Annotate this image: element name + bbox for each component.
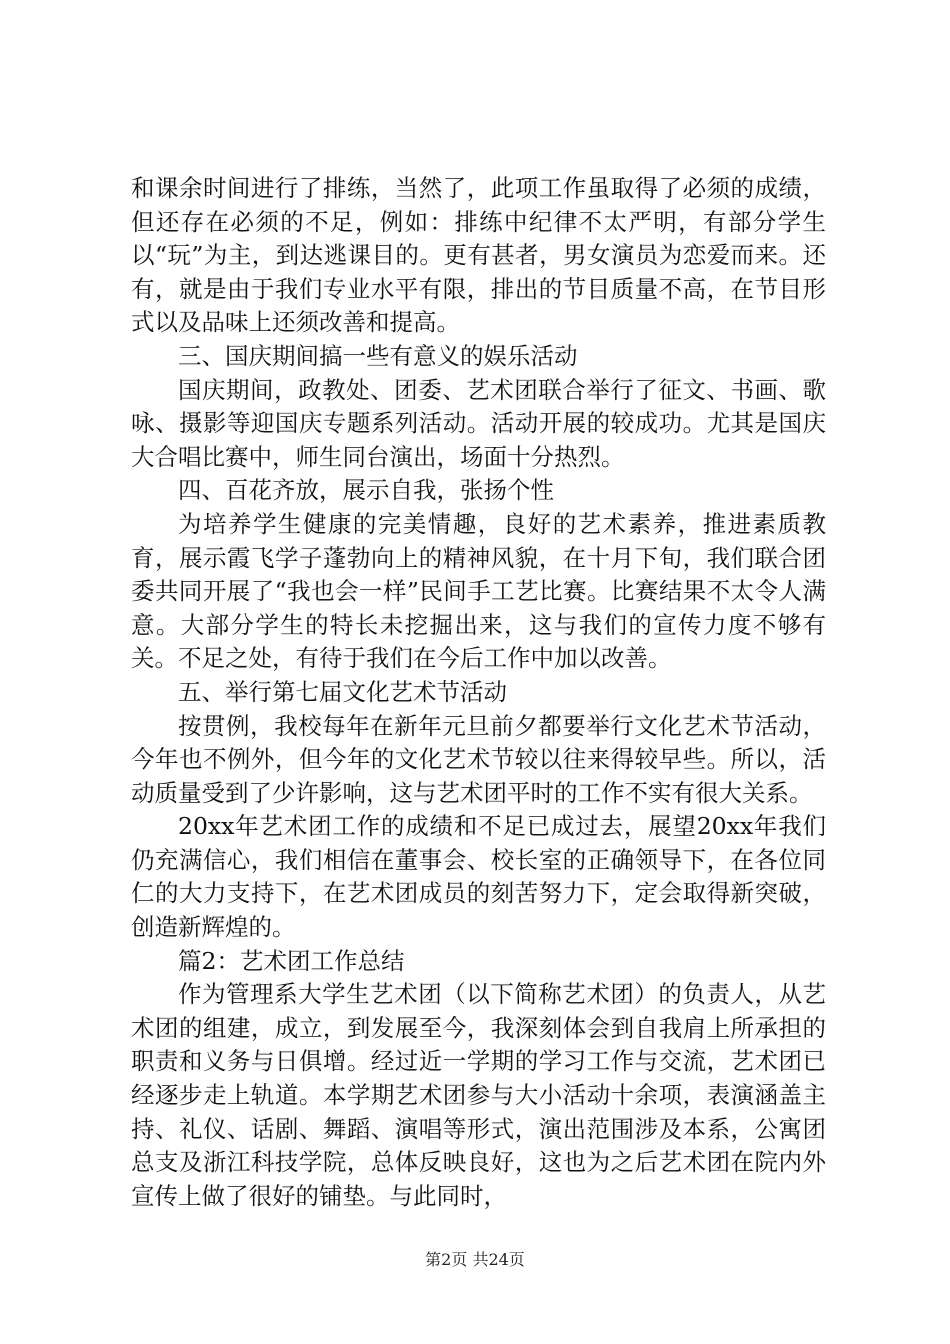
page-number-footer: 第2页 共24页 [425,1250,525,1269]
section-heading-3: 三、国庆期间搞一些有意义的娱乐活动 [178,341,578,370]
section-heading-5: 五、举行第七届文化艺术节活动 [178,677,507,706]
paragraph-handicraft-contest: 为培养学生健康的完美情趣，良好的艺术素养，推进素质教育，展示霞飞学子蓬勃向上的精神风貌，在十月下旬，我们联合团委共同开展了“我也会一样”民间手工艺比赛。比赛结果不太令人满意。大部分学生的特长未挖掘出来，这与我们的宣传力度不够有关。不足之处，有待于我们在今后工作中加以改善。 [131,509,826,673]
paragraph-outlook: 20xx年艺术团工作的成绩和不足已成过去，展望20xx年我们仍充满信心，我们相信在董事会、校长室的正确领导下，在各位同仁的大力支持下，在艺术团成员的刻苦努力下，定会取得新突破，创造新辉煌的。 [131,812,826,942]
paragraph-art-festival: 按贯例，我校每年在新年元旦前夕都要举行文化艺术节活动，今年也不例外，但今年的文化艺术节较以往来得较早些。所以，活动质量受到了少许影响，这与艺术团平时的工作不实有很大关系。 [131,711,826,807]
article-2-heading: 篇2：艺术团工作总结 [178,946,405,975]
paragraph-art-troupe-intro: 作为管理系大学生艺术团（以下简称艺术团）的负责人，从艺术团的组建，成立，到发展至今，我深刻体会到自我肩上所承担的职责和义务与日俱增。经过近一学期的学习工作与交流，艺术团已经逐步走上轨道。本学期艺术团参与大小活动十余项，表演涵盖主持、礼仪、话剧、舞蹈、演唱等形式，演出范围涉及本系，公寓团总支及浙江科技学院，总体反映良好，这也为之后艺术团在院内外宣传上做了很好的铺垫。与此同时， [131,980,826,1210]
paragraph-continuation: 和课余时间进行了排练，当然了，此项工作虽取得了必须的成绩，但还存在必须的不足，例如：排练中纪律不太严明，有部分学生以“玩”为主，到达逃课目的。更有甚者，男女演员为恋爱而来。还有，就是由于我们专业水平有限，排出的节目质量不高，在节目形式以及品味上还须改善和提高。 [131,174,826,337]
document-body [131,172,826,1213]
section-heading-4: 四、百花齐放，展示自我，张扬个性 [178,476,554,505]
paragraph-national-day: 国庆期间，政教处、团委、艺术团联合举行了征文、书画、歌咏、摄影等迎国庆专题系列活动。活动开展的较成功。尤其是国庆大合唱比赛中，师生同台演出，场面十分热烈。 [131,375,826,471]
